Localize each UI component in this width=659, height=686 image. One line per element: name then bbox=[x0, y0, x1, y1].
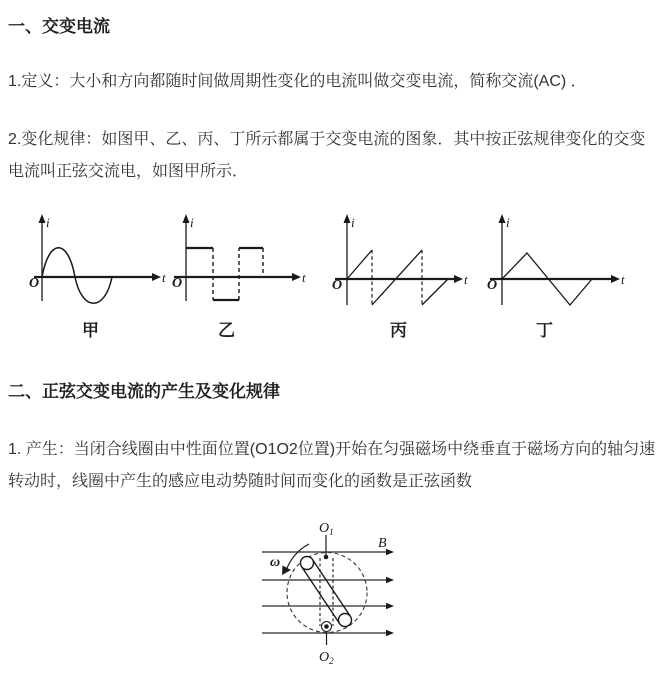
axis-bottom-main: O bbox=[319, 650, 330, 665]
x-axis-arrow-icon bbox=[454, 275, 463, 283]
x-axis-arrow-icon bbox=[611, 275, 620, 283]
axis-bottom-label bbox=[319, 650, 334, 666]
waveform-figure-jia bbox=[28, 213, 168, 313]
axis-top-dot bbox=[324, 555, 329, 560]
axis-top-label bbox=[319, 521, 334, 537]
y-axis-label: i bbox=[46, 215, 50, 230]
axis-top-sub: 1 bbox=[329, 527, 334, 537]
field-arrow-icon bbox=[386, 577, 394, 583]
waveform-figure-bing bbox=[328, 213, 476, 319]
y-axis-arrow-icon bbox=[183, 214, 190, 223]
field-arrow-icon bbox=[386, 630, 394, 636]
section1-heading: 一、交变电流 bbox=[8, 17, 110, 36]
caption-jia: 甲 bbox=[82, 321, 99, 340]
rotation-path-circle bbox=[287, 553, 367, 633]
origin-label: O bbox=[172, 276, 183, 291]
rules-paragraph: 2.变化规律：如图甲、乙、丙、丁所示都属于交变电流的图象．其中按正弦规律变化的交变电流叫正弦交流电，如图甲所示． bbox=[8, 131, 646, 180]
section2-heading: 二、正弦交变电流的产生及变化规律 bbox=[8, 382, 280, 401]
x-axis-label: t bbox=[162, 270, 166, 285]
rotation-arrow-icon bbox=[282, 566, 291, 576]
axis-bottom-sub: 2 bbox=[329, 656, 334, 666]
y-axis-arrow-icon bbox=[344, 214, 351, 223]
x-axis-label: t bbox=[621, 272, 625, 287]
waveform-figure-ding bbox=[483, 213, 635, 319]
x-axis-label: t bbox=[464, 272, 468, 287]
coil-loop bbox=[301, 557, 352, 627]
coil-neutral-position-dashed bbox=[320, 558, 333, 626]
caption-ding: 丁 bbox=[536, 321, 553, 340]
field-arrow-icon bbox=[386, 603, 394, 609]
sawtooth-solid bbox=[347, 250, 448, 305]
sine-curve bbox=[42, 248, 112, 304]
origin-label: O bbox=[332, 278, 343, 293]
y-axis-label: i bbox=[351, 215, 355, 230]
caption-yi: 乙 bbox=[218, 321, 235, 340]
coil-edge bbox=[302, 567, 340, 624]
y-axis-label: i bbox=[190, 215, 194, 230]
square-wave-solid bbox=[186, 248, 263, 300]
y-axis-arrow-icon bbox=[39, 214, 46, 223]
origin-label: O bbox=[29, 276, 40, 291]
generation-paragraph: 1. 产生：当闭合线圈由中性面位置(O1O2位置)开始在匀强磁场中绕垂直于磁场方向的轴匀速转动时，线圈中产生的感应电动势随时间而变化的函数是正弦函数 bbox=[8, 441, 656, 490]
x-axis-arrow-icon bbox=[292, 273, 301, 281]
coil-end-circle bbox=[301, 557, 314, 570]
axis-top-main: O bbox=[319, 521, 330, 536]
field-label: B bbox=[378, 536, 387, 551]
waveform-figure-yi bbox=[168, 213, 316, 313]
axis-bottom-dot bbox=[324, 624, 329, 629]
caption-bing: 丙 bbox=[390, 321, 407, 340]
x-axis-label: t bbox=[302, 270, 306, 285]
y-axis-label: i bbox=[506, 215, 510, 230]
coil-rotation-figure bbox=[240, 518, 440, 673]
x-axis-arrow-icon bbox=[152, 273, 161, 281]
square-wave-dashed bbox=[213, 248, 263, 300]
field-arrow-icon bbox=[386, 549, 394, 555]
origin-label: O bbox=[487, 278, 498, 293]
definition-paragraph: 1.定义：大小和方向都随时间做周期性变化的电流叫做交变电流，简称交流(AC) ． bbox=[8, 73, 587, 90]
coil-edge bbox=[312, 559, 350, 616]
omega-label: ω bbox=[270, 555, 281, 570]
coil-end-circle bbox=[339, 614, 352, 627]
y-axis-arrow-icon bbox=[499, 214, 506, 223]
